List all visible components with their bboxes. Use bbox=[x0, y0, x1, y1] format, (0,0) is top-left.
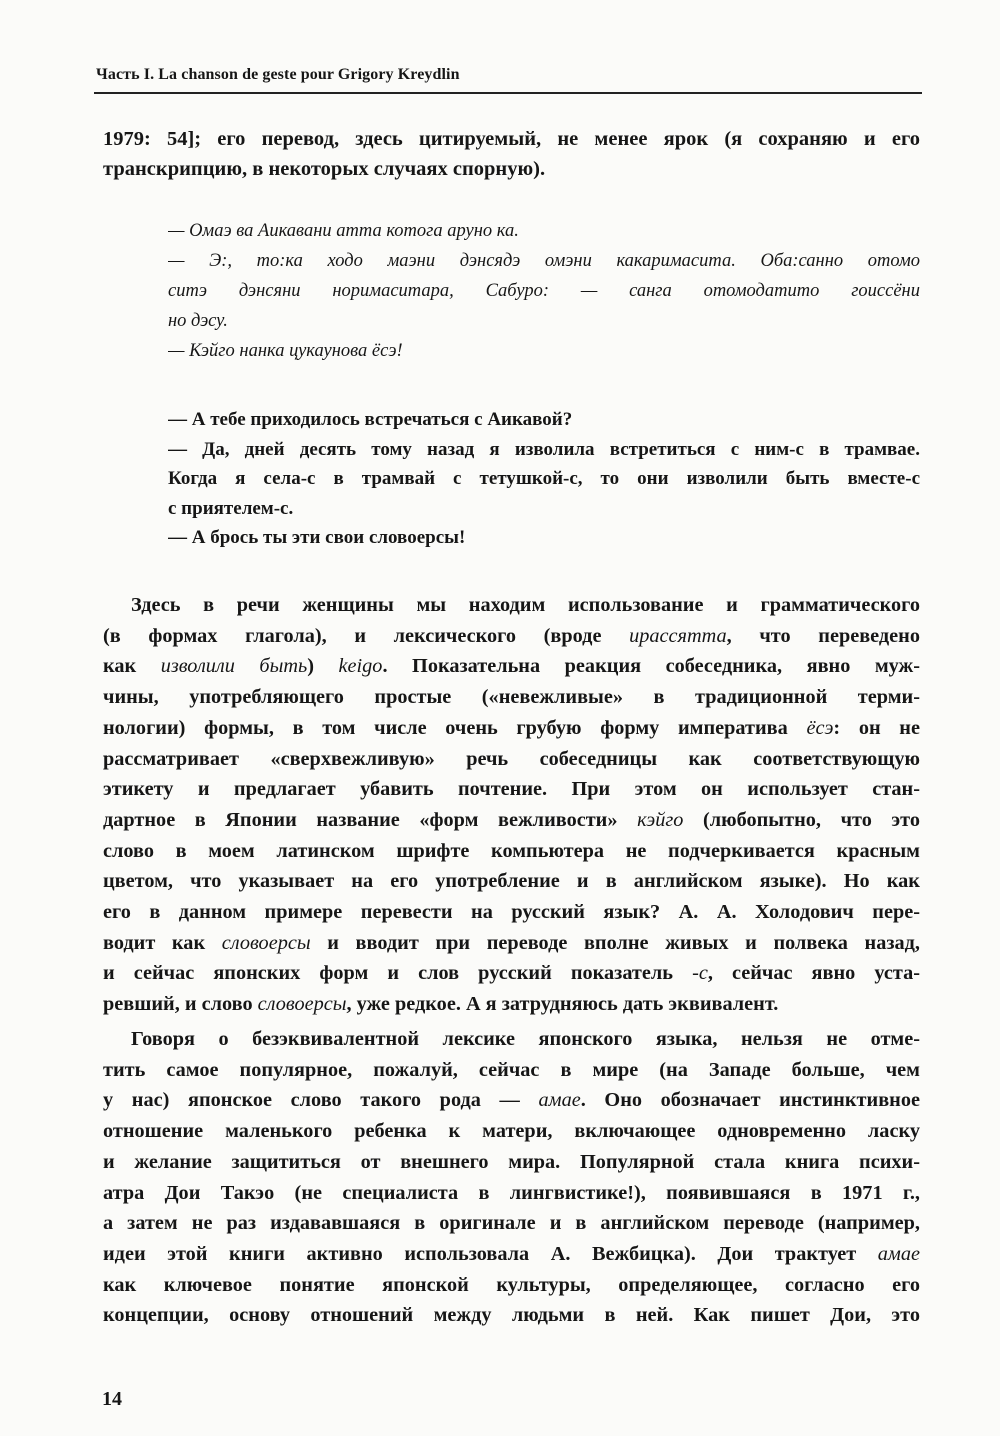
text-line: Говоря о безэквивалентной лексике японского языка, нельзя не отме- bbox=[131, 1028, 920, 1050]
text-line: отношение маленького ребенка к матери, включающее одновременно ласку bbox=[103, 1120, 920, 1143]
paragraph-1 bbox=[103, 590, 920, 1020]
text-line: этикету и предлагает убавить почтение. При этом он использует стан- bbox=[103, 778, 920, 801]
dialogue-line: — Кэйго нанка цукаунова ёсэ! bbox=[168, 341, 403, 361]
text-line: Здесь в речи женщины мы находим использование и грамматического bbox=[131, 594, 920, 616]
dialogue-line: — Да, дней десять тому назад я изволила встретиться с ним-с в трамвае. bbox=[168, 438, 920, 460]
intro-paragraph bbox=[103, 124, 920, 184]
running-head: Часть I. La chanson de geste pour Grigory Kreydlin bbox=[96, 66, 460, 83]
paragraph-2 bbox=[103, 1024, 920, 1331]
dialogue-line: — А брось ты эти свои словоерсы! bbox=[168, 527, 466, 548]
text-line: водит как словоерсы и вводит при переводе вполне живых и полвека назад, bbox=[103, 931, 920, 954]
text-line: рассматривает «сверхвежливую» речь собеседницы как соответствующую bbox=[103, 747, 920, 770]
text-line: идеи этой книги активно использовала А. Вежбицка). Дои трактует амае bbox=[103, 1242, 920, 1265]
dialogue-line: с приятелем-с. bbox=[168, 497, 294, 519]
russian-dialogue bbox=[168, 405, 920, 553]
text-line: тить самое популярное, пожалуй, сейчас в мире (на Западе больше, чем bbox=[103, 1058, 920, 1081]
text-line: ревший, и слово словоерсы, уже редкое. А я затрудняюсь дать эквивалент. bbox=[103, 993, 779, 1016]
text-line: (в формах глагола), и лексического (вроде ирассятта, что переведено bbox=[103, 624, 920, 647]
text-line: цветом, что указывает на его употребление и в английском языке). Но как bbox=[103, 870, 920, 893]
page-number: 14 bbox=[102, 1388, 122, 1410]
text-line: концепции, основу отношений между людьми в ней. Как пишет Дои, это bbox=[103, 1304, 920, 1327]
dialogue-line: — Э:, то:ка ходо маэни дэнсядэ омэни какаримасита. Оба:санно отомо bbox=[168, 251, 920, 271]
text-line: и сейчас японских форм и слов русский показатель -с, сейчас явно уста- bbox=[103, 962, 920, 985]
text-line: слово в моем латинском шрифте компьютера не подчеркивается красным bbox=[103, 839, 920, 862]
text-line: транскрипцию, в некоторых случаях спорную). bbox=[103, 158, 546, 180]
text-line: у нас) японское слово такого рода — амае. Оно обозначает инстинктивное bbox=[103, 1089, 920, 1112]
text-line: как изволили быть) keigo. Показательна реакция собеседника, явно муж- bbox=[103, 655, 920, 678]
text-line: а затем не раз издававшаяся в оригинале и в английском переводе (например, bbox=[103, 1212, 920, 1235]
dialogue-line: Когда я села-с в трамвай с тетушкой-с, то они изволили быть вместе-с bbox=[168, 468, 920, 489]
japanese-dialogue bbox=[168, 216, 920, 366]
text-line: атра Дои Такэо (не специалиста в лингвистике!), появившаяся в 1971 г., bbox=[103, 1181, 920, 1204]
header-rule bbox=[94, 92, 922, 94]
dialogue-line: — А тебе приходилось встречаться с Аикавой? bbox=[168, 409, 573, 430]
text-line: 1979: 54]; его перевод, здесь цитируемый, не менее ярок (я сохраняю и его bbox=[103, 128, 920, 150]
dialogue-line: ситэ дэнсяни норимаситара, Сабуро: — санга отомодатито гоиссёни bbox=[168, 281, 920, 301]
text-line: его в данном примере перевести на русский язык? А. А. Холодович пере- bbox=[103, 901, 920, 924]
text-line: нологии) формы, в том числе очень грубую форму императива ёсэ: он не bbox=[103, 716, 920, 739]
text-line: чины, употребляющего простые («невежливые» в традиционной терми- bbox=[103, 686, 920, 709]
dialogue-line: — Омаэ ва Аикавани атта котога аруно ка. bbox=[168, 221, 519, 241]
text-line: дартное в Японии название «форм вежливости» кэйго (любопытно, что это bbox=[103, 808, 920, 831]
dialogue-line: но дэсу. bbox=[168, 311, 228, 331]
text-line: и желание защититься от внешнего мира. Популярной стала книга психи- bbox=[103, 1150, 920, 1173]
text-line: как ключевое понятие японской культуры, определяющее, согласно его bbox=[103, 1273, 920, 1296]
